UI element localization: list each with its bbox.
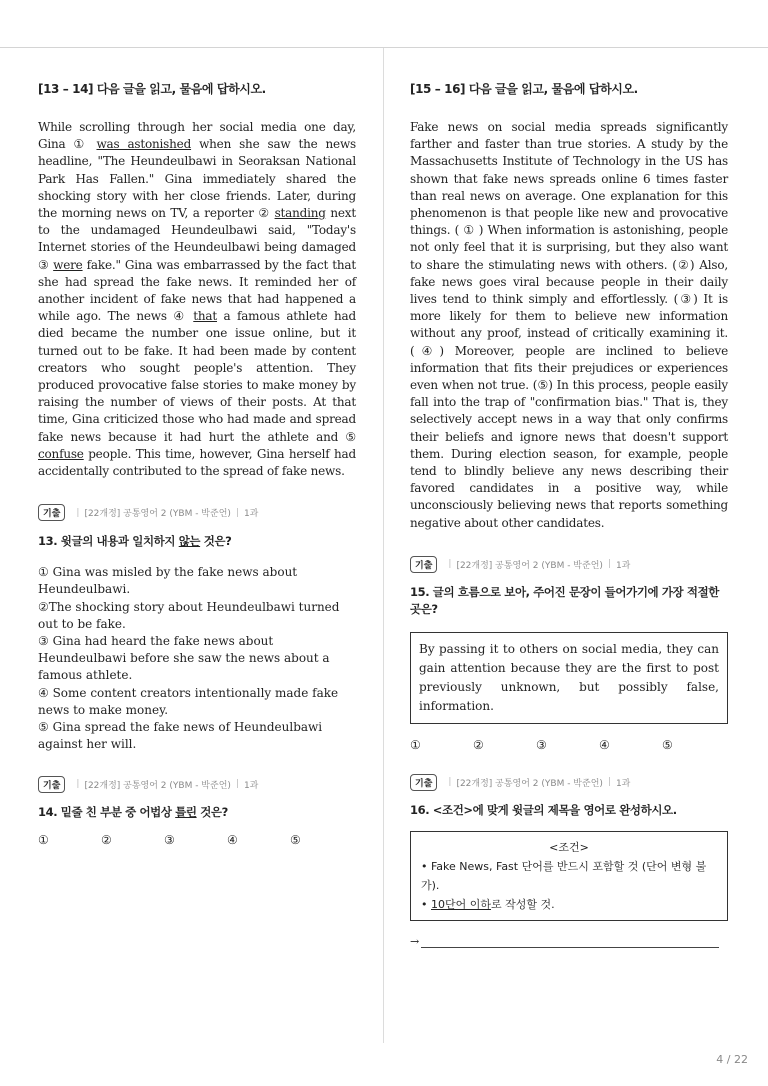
option-1[interactable]: ① (410, 737, 421, 752)
question-emphasis: 틀린 (175, 804, 197, 819)
passage-text: fake." Gina was embarrassed by the fact that she had spread the fake news. It reminded her of another incident of fake news that had happened a while ago. The news ④ (38, 257, 356, 324)
passage-text: While scrolling through her social media one day, Gina ① (38, 120, 356, 152)
separator: | (607, 559, 611, 570)
passage-text: people. This time, however, Gina herself had accidentally contributed to the spread of fake news. (38, 446, 356, 479)
q15-answer-options (410, 738, 728, 752)
passage-text: next to the undamaged Heundeulbawi said, "Today's Internet stories of the Heundeulbawi being damaged ③ (38, 206, 356, 272)
source-label: [22개정] 공통영어 2 (YBM - 박준언) (456, 778, 603, 789)
option-1[interactable]: ① (38, 832, 49, 847)
option-5[interactable]: ⑤ (662, 737, 673, 752)
passage-text: a famous athlete had died became the number one issue online, but it turned out to be fake. It had been made by content creators who sought people's attention. They produced provocative false stories to make money by raising the number of views of their posts. At that time, Gina criticized those who had made and spread fake news because it had hurt the athlete and ⑤ (38, 309, 356, 444)
question-emphasis: 않는 (178, 534, 201, 549)
passage-13-14 (38, 119, 356, 480)
question-text: 13. 윗글의 내용과 일치하지 (38, 534, 179, 549)
source-label: [22개정] 공통영어 2 (YBM - 박준언) (84, 509, 231, 520)
option-3[interactable]: ③ (536, 737, 547, 752)
q16-source (410, 774, 728, 791)
question-text: 것은? (196, 804, 228, 819)
question-14 (38, 804, 356, 821)
lesson-label: 1과 (615, 560, 631, 571)
condition-emphasis: 10단어 이하 (431, 897, 491, 911)
separator: | (607, 777, 611, 788)
passage-15-16: Fake news on social media spreads significantly farther and faster than true stories. A study by the Massachusetts Institute of Technology in the US has shown that fake news spreads online 6 times faster than real news on average. One explanation for this phenomenon is that people like new and provocative things. ( ① ) When information is astonishing, people not only feel that it is surprising, but they also want to share the stimulating news with others. (②) Also, fake news goes viral because people in their daily lives tend to think simply and effortlessly. (③) It is more likely for them to believe new information without any proof, instead of critically examining it. (④) Moreover, people are inclined to believe information that fits their prejudices or experiences even when not true. (⑤) In this process, people easily fall into the trap of "confirmation bias." That is, they selectively accept news in a way that only confirms their beliefs and ignore news that doesn't support them. During election season, for example, people tend to blindly believe any news describing their favored candidates in a positive way, while unconsciously believing news that reports something negative about other candidates. (410, 120, 728, 530)
left-column (38, 80, 356, 847)
option-5[interactable]: ⑤ (290, 832, 301, 847)
choice-4[interactable]: ④ Some content creators intentionally made fake news to make money. (38, 685, 339, 717)
section-title-15-16: [15 – 16] 다음 글을 읽고, 물음에 답하시오. (410, 82, 638, 96)
option-4[interactable]: ④ (599, 737, 610, 752)
question-text: 14. 밑줄 친 부분 중 어법상 (38, 804, 176, 819)
exam-tag: 기출 (410, 556, 437, 573)
q15-source (410, 556, 728, 573)
underlined-1: was astonished (96, 137, 192, 152)
condition-2 (421, 895, 717, 914)
source-label: [22개정] 공통영어 2 (YBM - 박준언) (456, 560, 603, 571)
lesson-label: 1과 (243, 509, 259, 520)
q16-answer-line (410, 935, 728, 948)
exam-tag: 기출 (410, 774, 437, 791)
underlined-2: standing (274, 206, 326, 221)
separator: | (448, 559, 452, 570)
underlined-3: were (53, 257, 83, 272)
question-13 (38, 533, 356, 550)
choice-3[interactable]: ③ Gina had heard the fake news about Heundeulbawi before she saw the news about a famous athlete. (38, 634, 330, 683)
separator: | (76, 779, 80, 789)
arrow-icon: → (410, 934, 420, 948)
page-number: 4 / 22 (716, 1053, 748, 1066)
option-2[interactable]: ② (101, 832, 112, 847)
lesson-label: 1과 (243, 780, 259, 791)
question-15: 15. 글의 흐름으로 보아, 주어진 문장이 들어가기에 가장 적절한 곳은? (410, 584, 719, 616)
q14-answer-options (38, 833, 356, 847)
separator: | (235, 507, 239, 518)
choice-5[interactable]: ⑤ Gina spread the fake news of Heundeulbawi against her will. (38, 720, 323, 752)
question-text: 것은? (200, 534, 232, 549)
condition-1: • Fake News, Fast 단어를 반드시 포함할 것 (단어 변형 불가). (421, 859, 707, 892)
question-16: 16. <조건>에 맞게 윗글의 제목을 영어로 완성하시오. (410, 802, 677, 817)
condition-text: 로 작성할 것. (491, 897, 555, 911)
choice-2[interactable]: ②The shocking story about Heundeulbawi turned out to be fake. (38, 599, 340, 631)
answer-blank[interactable] (421, 937, 719, 948)
conditions-title: <조건> (549, 840, 589, 854)
lesson-label: 1과 (615, 778, 631, 789)
conditions-box (410, 831, 728, 921)
q13-choices (38, 564, 356, 753)
section-title-13-14: [13 – 14] 다음 글을 읽고, 물음에 답하시오. (38, 82, 266, 96)
source-label: [22개정] 공통영어 2 (YBM - 박준언) (84, 780, 231, 791)
option-2[interactable]: ② (473, 737, 484, 752)
option-3[interactable]: ③ (164, 832, 175, 847)
column-divider (383, 48, 384, 1043)
right-column (410, 80, 728, 948)
given-sentence-box: By passing it to others on social media, they can gain attention because they are the first to post previously unknown, but possibly false, information. (410, 632, 728, 724)
q14-source (38, 776, 356, 793)
underlined-5: confuse (38, 446, 84, 461)
passage-text: when she saw the news headline, "The Heundeulbawi in Seoraksan National Park Has Fallen." Gina immediately shared the shocking story with her close friends. Later, during the morning news on TV, a reporter ② (38, 137, 356, 221)
underlined-4: that (193, 309, 218, 324)
option-4[interactable]: ④ (227, 832, 238, 847)
exam-tag: 기출 (38, 504, 65, 521)
separator: | (76, 507, 80, 518)
q13-source (38, 504, 356, 521)
separator: | (448, 777, 452, 788)
choice-1[interactable]: ① Gina was misled by the fake news about Heundeulbawi. (38, 565, 298, 597)
separator: | (235, 779, 239, 789)
condition-text: • (421, 897, 431, 911)
header-divider (0, 47, 768, 48)
exam-tag: 기출 (38, 776, 65, 793)
